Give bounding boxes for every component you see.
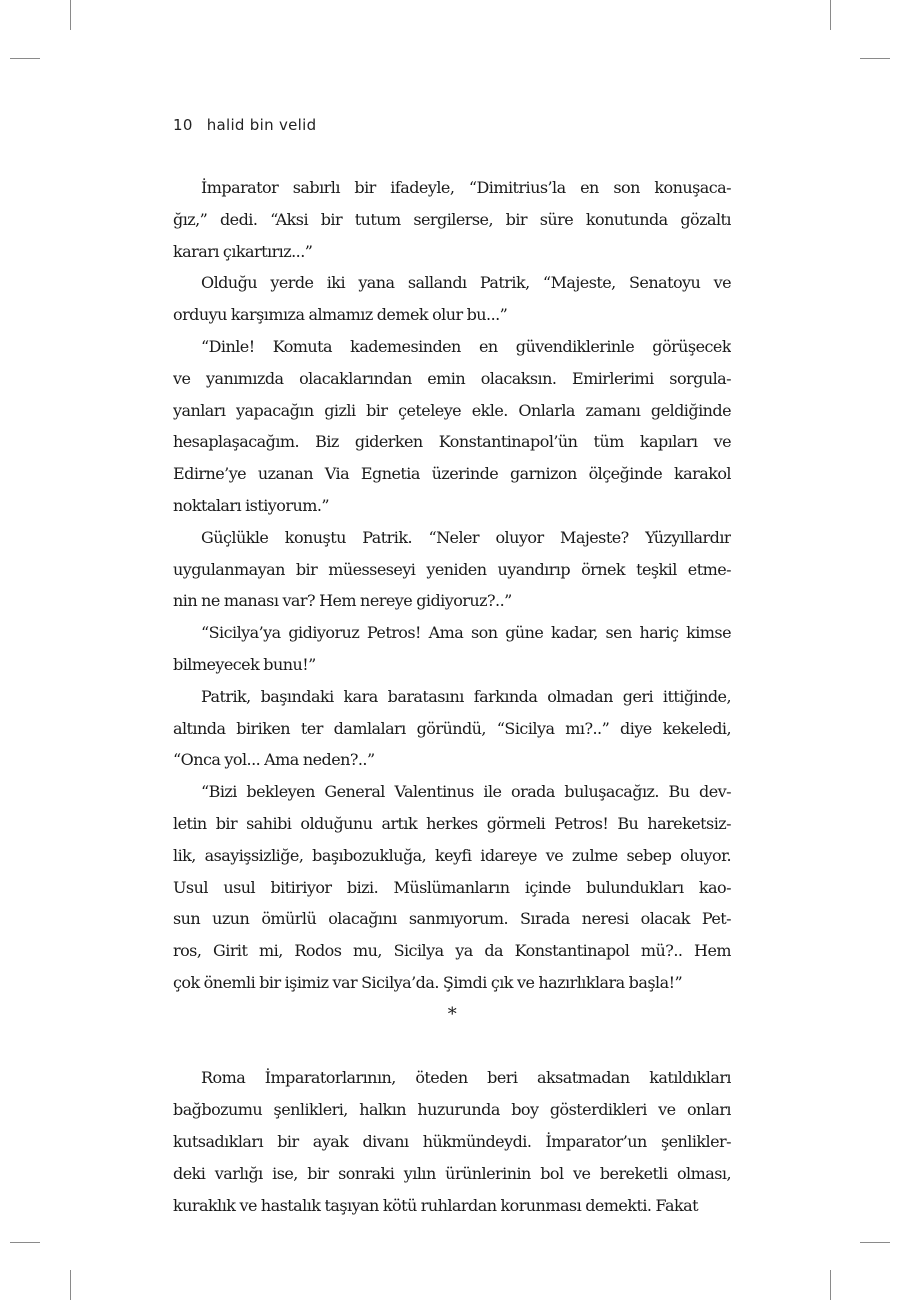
section-gap xyxy=(173,1031,731,1063)
text-line: Edirne’ye uzanan Via Egnetia üzerinde garnizon ölçeğinde karakol xyxy=(173,464,731,484)
crop-mark-top-left xyxy=(70,0,71,30)
paragraph xyxy=(173,172,731,267)
text-line: “Onca yol... Ama neden?..” xyxy=(173,750,375,770)
text-line: “Dinle! Komuta kademesinden en güvendiklerinle görüşecek xyxy=(201,336,731,356)
running-title: halid bin velid xyxy=(206,116,317,134)
crop-mark-left-lower xyxy=(10,1242,40,1243)
crop-mark-top-right xyxy=(830,0,831,30)
text-line: bilmeyecek bunu!” xyxy=(173,654,316,674)
text-line: Usul usul bitiriyor bizi. Müslümanların içinde bulundukları kao- xyxy=(173,877,731,897)
text-line: kararı çıkartırız...” xyxy=(173,241,313,261)
text-line: uygulanmayan bir müesseseyi yeniden uyandırıp örnek teşkil etme- xyxy=(173,559,731,579)
text-line: Güçlükle konuştu Patrik. “Neler oluyor Majeste? Yüzyıllardır xyxy=(201,527,731,547)
text-line: Olduğu yerde iki yana sallandı Patrik, “Majeste, Senatoyu ve xyxy=(201,273,731,293)
text-line: deki varlığı ise, bir sonraki yılın ürünlerinin bol ve bereketli olması, xyxy=(173,1163,731,1183)
text-line: ğız,” dedi. “Aksi bir tutum sergilerse, bir süre konutunda gözaltı xyxy=(173,209,731,229)
text-line: “Sicilya’ya gidiyoruz Petros! Ama son güne kadar, sen hariç kimse xyxy=(201,623,731,643)
crop-mark-bottom-left xyxy=(70,1270,71,1300)
text-line: orduyu karşımıza almamız demek olur bu...” xyxy=(173,305,508,325)
text-line: letin bir sahibi olduğunu artık herkes görmeli Petros! Bu hareketsiz- xyxy=(173,813,731,833)
paragraph xyxy=(173,776,731,999)
page-number: 10 xyxy=(173,116,193,134)
text-line: kutsadıkları bir ayak divanı hükmündeydi. İmparator’un şenlikler- xyxy=(173,1131,731,1151)
text-line: İmparator sabırlı bir ifadeyle, “Dimitrius’la en son konuşaca- xyxy=(201,178,731,197)
text-line: sun uzun ömürlü olacağını sanmıyorum. Sırada neresi olacak Pet- xyxy=(173,909,731,929)
paragraph xyxy=(173,522,731,617)
body-text xyxy=(173,172,731,1221)
text-line: noktaları istiyorum.” xyxy=(173,495,329,515)
crop-mark-right-lower xyxy=(860,1242,890,1243)
crop-mark-bottom-right xyxy=(830,1270,831,1300)
text-line: kuraklık ve hastalık taşıyan kötü ruhlardan korunması demekti. Fakat xyxy=(173,1195,698,1215)
text-line: Patrik, başındaki kara baratasını farkında olmadan geri ittiğinde, xyxy=(201,686,731,706)
crop-mark-left-upper xyxy=(10,58,40,59)
paragraph xyxy=(173,617,731,681)
paragraph xyxy=(173,1062,731,1221)
text-line: ve yanımızda olacaklarından emin olacaksın. Emirlerimi sorgula- xyxy=(173,368,731,388)
text-line: Roma İmparatorlarının, öteden beri aksatmadan katıldıkları xyxy=(201,1068,731,1088)
paragraph xyxy=(173,267,731,331)
text-line: nin ne manası var? Hem nereye gidiyoruz?..” xyxy=(173,591,512,611)
crop-mark-right-upper xyxy=(860,58,890,59)
text-line: ros, Girit mi, Rodos mu, Sicilya ya da Konstantinapol mü?.. Hem xyxy=(173,941,731,961)
paragraph xyxy=(173,681,731,776)
text-line: çok önemli bir işimiz var Sicilya’da. Şimdi çık ve hazırlıklara başla!” xyxy=(173,972,683,992)
running-head xyxy=(173,116,316,134)
text-line: “Bizi bekleyen General Valentinus ile orada buluşacağız. Bu dev- xyxy=(201,782,731,802)
text-line: hesaplaşacağım. Biz giderken Konstantinapol’ün tüm kapıları ve xyxy=(173,432,731,452)
section-separator: * xyxy=(447,1003,457,1025)
text-line: yanları yapacağın gizli bir çeteleye ekle. Onlarla zamanı geldiğinde xyxy=(173,400,731,420)
paragraph xyxy=(173,331,731,522)
text-line: bağbozumu şenlikleri, halkın huzurunda boy gösterdikleri ve onları xyxy=(173,1100,731,1120)
text-line: altında biriken ter damlaları göründü, “Sicilya mı?..” diye kekeledi, xyxy=(173,718,731,738)
text-line: lik, asayişsizliğe, başıbozukluğa, keyfi idareye ve zulme sebep oluyor. xyxy=(173,845,731,865)
